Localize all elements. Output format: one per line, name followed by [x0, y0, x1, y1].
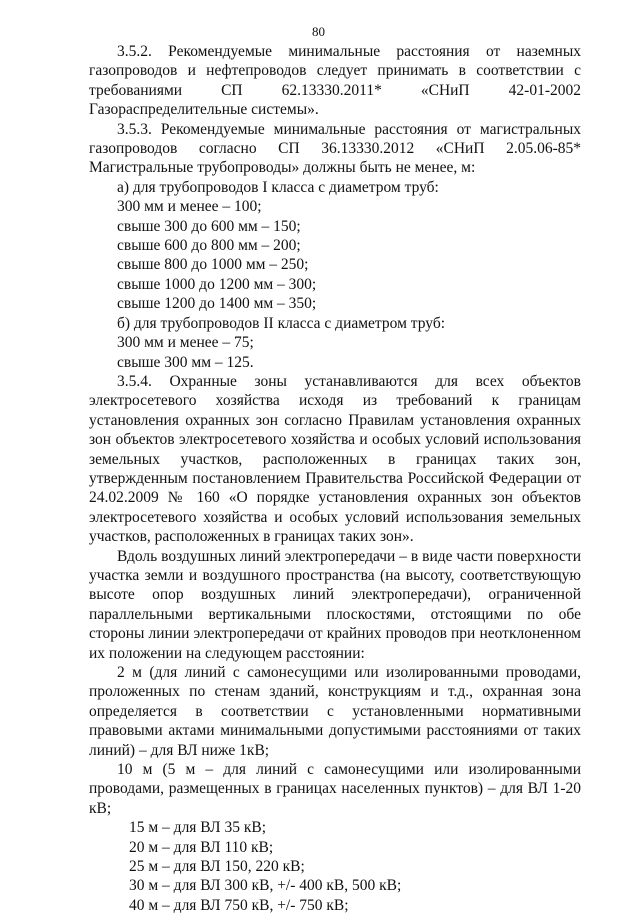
list-item: свыше 800 до 1000 мм – 250; [117, 256, 309, 274]
list-class-1 [89, 178, 581, 314]
list-item: свыше 300 до 600 мм – 150; [117, 217, 301, 235]
list-class-2 [89, 314, 581, 372]
list-item: 15 м – для ВЛ 35 кВ; [129, 819, 266, 837]
list-item: свыше 600 до 800 мм – 200; [117, 237, 301, 255]
list-item: 300 мм и менее – 75; [117, 334, 254, 352]
list-item: 25 м – для ВЛ 150, 220 кВ; [129, 858, 305, 876]
list-heading: б) для трубопроводов II класса с диаметром труб: [117, 314, 446, 332]
list-item: свыше 300 мм – 125. [117, 353, 254, 371]
paragraph-3-5-2: 3.5.2. Рекомендуемые минимальные расстояния от наземных газопроводов и нефтепроводов следует принимать в соответствии с требованиями СП 62.13330.2011* «СНиП 42-01-2002 Газораспределительные системы». [89, 43, 581, 119]
list-item: 300 мм и менее – 100; [117, 198, 262, 216]
paragraph-3-5-4: 3.5.4. Охранные зоны устанавливаются для всех объектов электросетевого хозяйства исходя из требований к границам установления охранных зон согласно Правилам установления охранных зон объектов электросетевого хозяйства и особых условий использования земельных участков, расположенных в границах таких зон, утвержденным постановлением Правительства Российской Федерации от 24.02.2009 № 160 «О порядке установления охранных зон объектов электросетевого хозяйства и особых условий использования земельных участков, расположенных в границах таких зон». [89, 372, 581, 546]
list-item: 40 м – для ВЛ 750 кВ, +/- 750 кВ; [129, 896, 349, 914]
distance-list [89, 818, 581, 915]
list-item: 20 м – для ВЛ 110 кВ; [129, 838, 274, 856]
list-heading: а) для трубопроводов I класса с диаметром труб: [117, 178, 439, 196]
list-item: свыше 1000 до 1200 мм – 300; [117, 275, 317, 293]
paragraph-3-5-3: 3.5.3. Рекомендуемые минимальные расстояния от магистральных газопроводов согласно СП 36.13330.2012 «СНиП 2.05.06-85* Магистральные трубопроводы» должны быть не менее, м: [89, 120, 581, 177]
list-item: 30 м – для ВЛ 300 кВ, +/- 400 кВ, 500 кВ; [129, 877, 402, 895]
list-item: свыше 1200 до 1400 мм – 350; [117, 295, 317, 313]
document-body [89, 42, 581, 915]
paragraph-2m: 2 м (для линий с самонесущими или изолированными проводами, проложенных по стенам зданий, конструкциям и т.д., охранная зона определяется в соответствии с установленными нормативными правовыми актами минимальными допустимыми расстояниями от таких линий) – для ВЛ ниже 1кВ; [89, 664, 581, 759]
paragraph-10m: 10 м (5 м – для линий с самонесущими или изолированными проводами, размещенных в границах населенных пунктов) – для ВЛ 1-20 кВ; [89, 761, 581, 817]
paragraph-overhead-lines: Вдоль воздушных линий электропередачи – в виде части поверхности участка земли и воздушного пространства (на высоту, соответствующую высоте опор воздушных линий электропередачи), ограниченной параллельными вертикальными плоскостями, отстоящими по обе стороны линии электропередачи от крайних проводов при неотклоненном их положении на следующем расстоянии: [89, 547, 581, 662]
page-number: 80 [312, 24, 325, 39]
